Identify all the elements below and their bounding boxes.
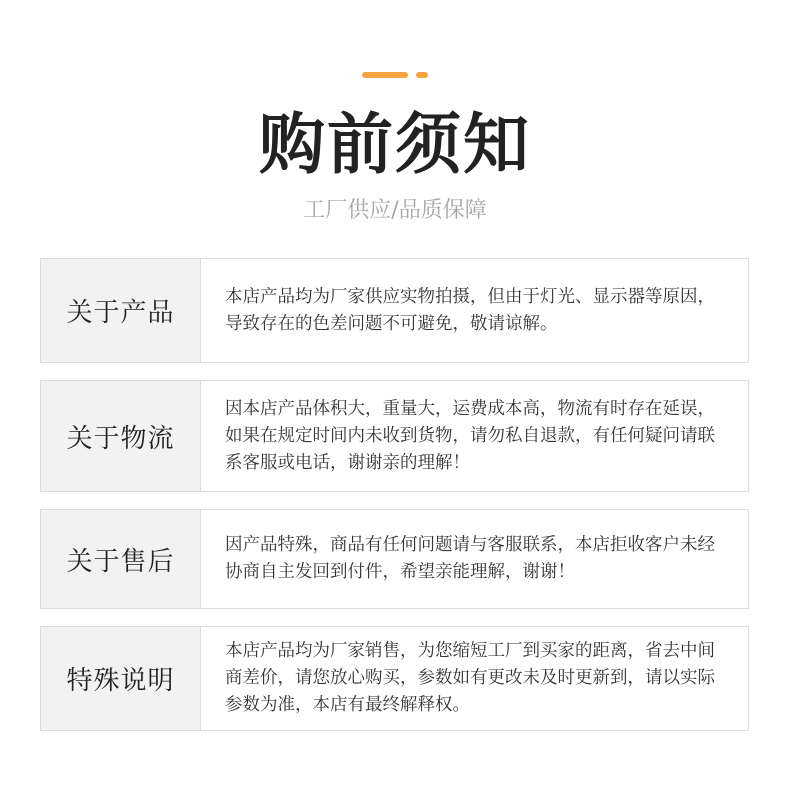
notice-label-after-sales: 关于售后 — [41, 510, 201, 608]
title-accent-dot — [416, 72, 428, 78]
notice-text-product: 本店产品均为厂家供应实物拍摄，但由于灯光、显示器等原因，导致存在的色差问题不可避免，敬请谅解。 — [225, 286, 715, 334]
notice-label-product: 关于产品 — [41, 259, 201, 362]
notice-card-logistics — [40, 380, 749, 492]
notice-label-special: 特殊说明 — [41, 627, 201, 730]
notice-text-wrapper — [201, 381, 748, 491]
notice-text-after-sales: 因产品特殊，商品有任何问题请与客服联系，本店拒收客户未经协商自主发回到付件，希望亲能理解，谢谢！ — [225, 535, 715, 582]
notice-card-product — [40, 258, 749, 363]
notice-text-logistics: 因本店产品体积大，重量大，运费成本高，物流有时存在延误，如果在规定时间内未收到货物，请勿私自退款，有任何疑问请联系客服或电话，谢谢亲的理解！ — [225, 398, 715, 473]
page-subtitle: 工厂供应/品质保障 — [303, 198, 487, 223]
notice-text-wrapper — [201, 627, 748, 730]
notice-text-wrapper — [201, 259, 748, 362]
notice-label-logistics: 关于物流 — [41, 381, 201, 491]
notice-text-special: 本店产品均为厂家销售，为您缩短工厂到买家的距离，省去中间商差价，请您放心购买，参数如有更改未及时更新到，请以实际参数为准，本店有最终解释权。 — [225, 641, 715, 715]
title-accent-bar — [362, 72, 408, 78]
page-title: 购前须知 — [259, 106, 531, 183]
notice-text-wrapper — [201, 510, 748, 608]
notice-card-after-sales — [40, 509, 749, 609]
notice-card-special — [40, 626, 749, 731]
